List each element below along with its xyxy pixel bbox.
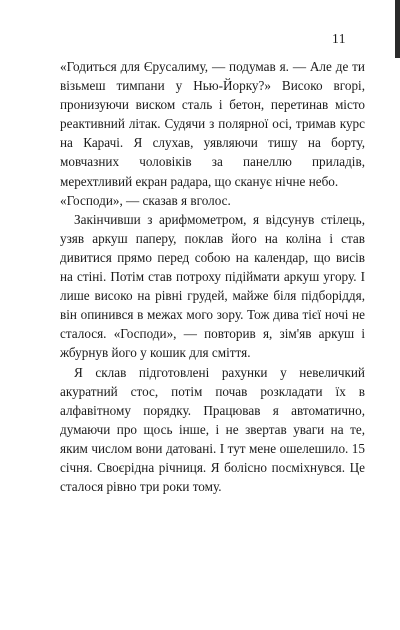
paragraph: Я склав підготовлені рахунки у невеличкий акуратний стос, потім почав розкладати їх в алфавітному порядку. Працював я автоматично, думаючи про щось інше, і не звертав уваги на те, яким числом вони датовані. І тут мене ошелешило. 15 січня. Своєрідна річниця. Я болісно посміхнувся. Це сталося рівно три роки тому. (60, 364, 365, 495)
paragraph: «Господи», — сказав я вголос. (60, 192, 231, 208)
page-number: 11 (332, 31, 346, 46)
paragraph: «Годиться для Єрусалиму, — подумав я. — Але де ти візьмеш тимпани у Нью-Йорку?» Високо вгорі, пронизуючи виском сталь і бетон, перетинав місто реактивний літак. Судячи з полярної осі, тримав курс на Карачі. Я слухав, уявляючи тишу на борту, мовчазних чоловіків за панеллю приладів, мерехтливий екран радара, що сканує нічне небо. (60, 59, 365, 189)
paragraph: Закінчивши з арифмометром, я відсунув стілець, узяв аркуш паперу, поклав його на коліна і став дивитися прямо перед собою на календар, що висів на стіні. Потім став потроху підіймати аркуш угору. І лише високо на рівні грудей, майже біля підборіддя, він опинився в межах мого зору. Тож дива тієї ночі не сталося. «Господи», — повторив я, зім'яв аркуш і жбурнув його у кошик для сміття. (60, 211, 365, 361)
page-edge-bar (395, 0, 400, 58)
page-text (60, 57, 365, 496)
